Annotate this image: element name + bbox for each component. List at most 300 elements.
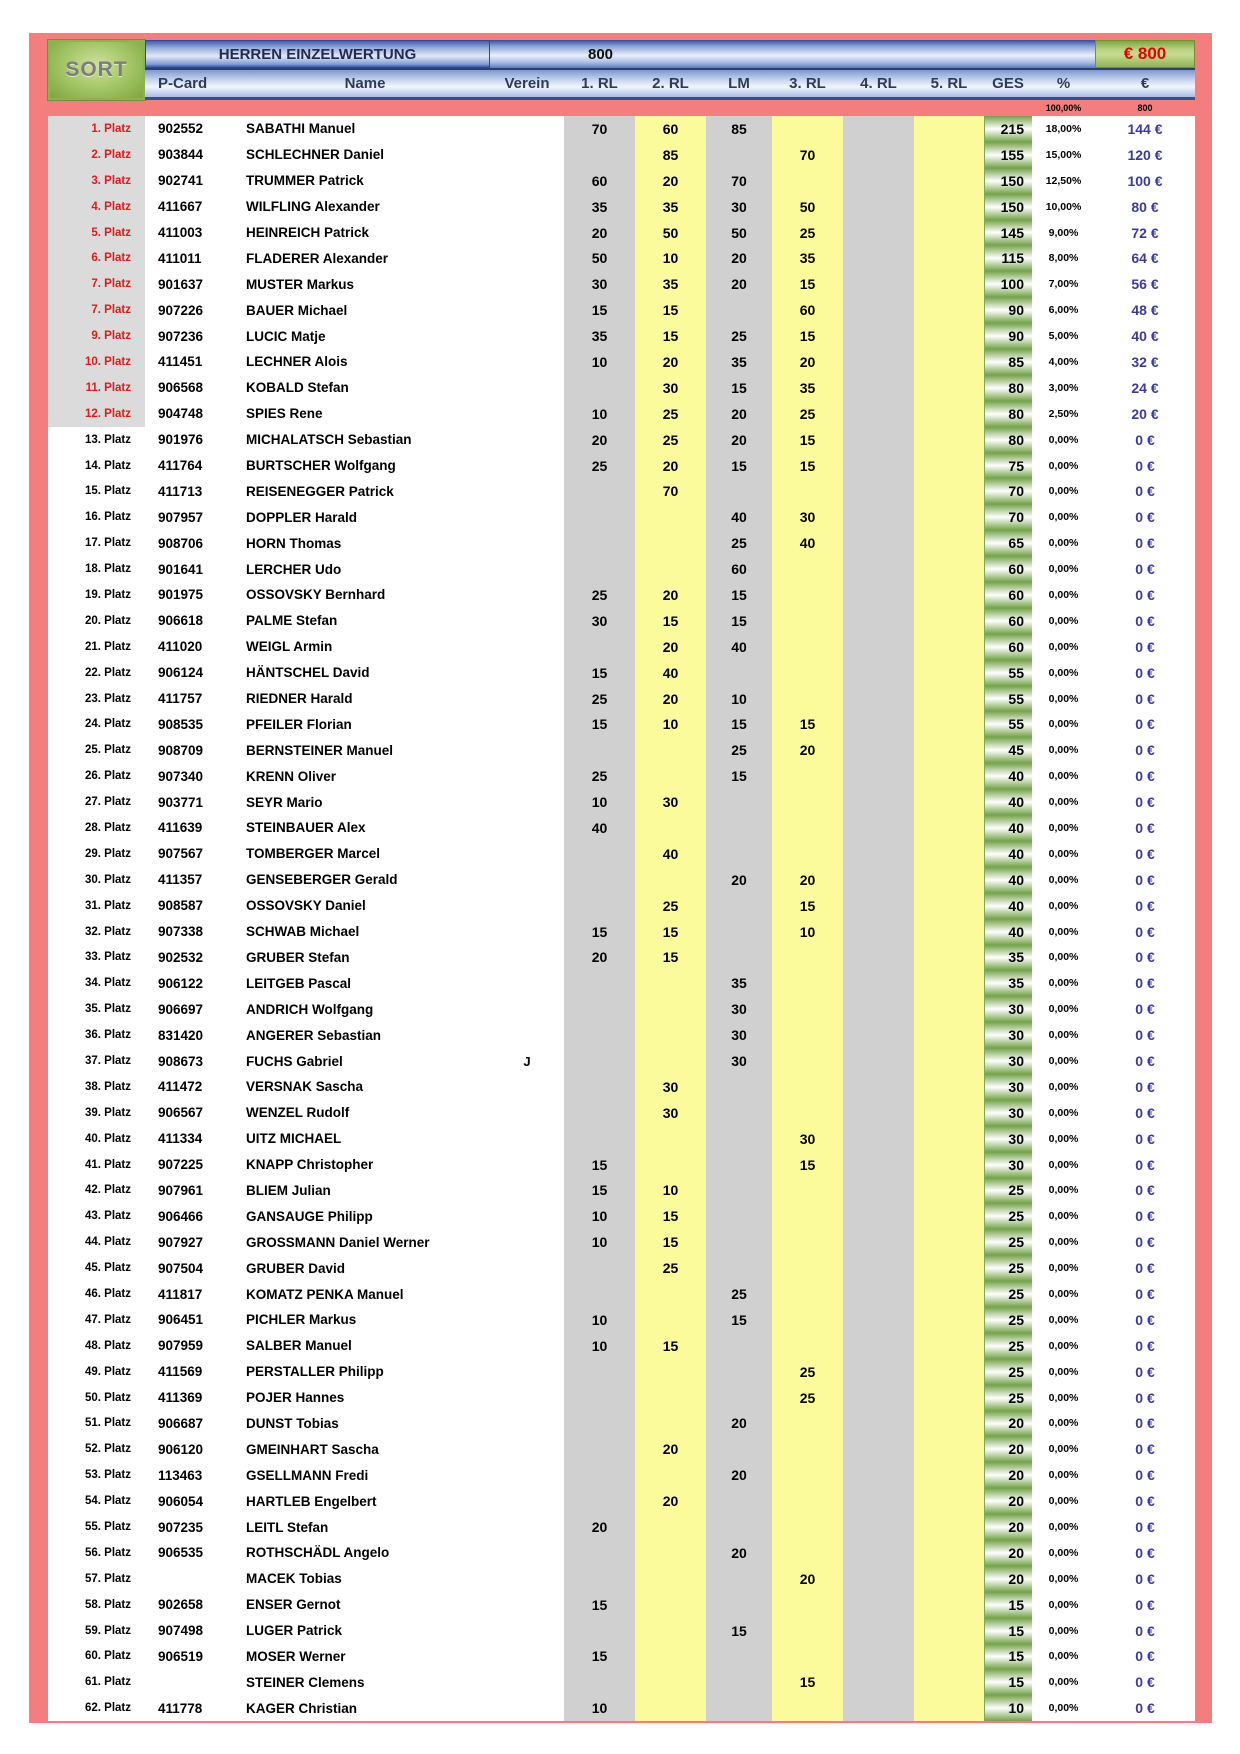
cell-pcard: 906519 <box>145 1644 240 1670</box>
prize-total-badge: € 800 <box>1095 40 1195 68</box>
cell-rl3 <box>772 1307 843 1333</box>
cell-pcard: 831420 <box>145 1022 240 1048</box>
cell-verein <box>490 1255 564 1281</box>
cell-rank: 15. Platz <box>48 478 145 504</box>
cell-pcard: 411764 <box>145 453 240 479</box>
cell-rl5 <box>914 1411 984 1437</box>
cell-name: FLADERER Alexander <box>240 245 490 271</box>
cell-lm <box>706 1359 772 1385</box>
cell-verein <box>490 763 564 789</box>
cell-rl3: 40 <box>772 530 843 556</box>
cell-rl2: 30 <box>635 1074 706 1100</box>
cell-lm: 15 <box>706 1307 772 1333</box>
cell-rl3 <box>772 1255 843 1281</box>
cell-pcard: 901637 <box>145 271 240 297</box>
cell-lm: 10 <box>706 686 772 712</box>
cell-rl4 <box>843 375 914 401</box>
cell-rl3 <box>772 1618 843 1644</box>
cell-rl1 <box>564 737 635 763</box>
cell-rl4 <box>843 1281 914 1307</box>
cell-rl2: 85 <box>635 142 706 168</box>
cell-rl4 <box>843 1385 914 1411</box>
table-row <box>48 1385 1195 1411</box>
col-header-rl3: 3. RL <box>789 75 826 92</box>
cell-pcard: 411451 <box>145 349 240 375</box>
cell-rl5 <box>914 1100 984 1126</box>
cell-ges: 15 <box>984 1618 1032 1644</box>
cell-verein <box>490 919 564 945</box>
cell-rl2 <box>635 1048 706 1074</box>
cell-rl3 <box>772 1436 843 1462</box>
cell-rl4 <box>843 478 914 504</box>
cell-lm <box>706 919 772 945</box>
cell-lm: 35 <box>706 970 772 996</box>
cell-rl4 <box>843 271 914 297</box>
cell-rl1: 30 <box>564 271 635 297</box>
cell-euro: 0 € <box>1095 1048 1195 1074</box>
cell-rl4 <box>843 660 914 686</box>
cell-ges: 10 <box>984 1695 1032 1721</box>
cell-rl2: 10 <box>635 711 706 737</box>
cell-verein <box>490 1644 564 1670</box>
cell-rank: 55. Platz <box>48 1514 145 1540</box>
cell-name: PICHLER Markus <box>240 1307 490 1333</box>
cell-verein <box>490 1618 564 1644</box>
cell-pcard: 901976 <box>145 427 240 453</box>
cell-pcard: 113463 <box>145 1462 240 1488</box>
cell-rank: 7. Platz <box>48 297 145 323</box>
header-bar <box>145 40 1195 100</box>
cell-lm <box>706 1669 772 1695</box>
cell-euro: 0 € <box>1095 1436 1195 1462</box>
cell-lm: 25 <box>706 737 772 763</box>
cell-ges: 45 <box>984 737 1032 763</box>
cell-name: SABATHI Manuel <box>240 116 490 142</box>
cell-lm: 85 <box>706 116 772 142</box>
cell-name: KRENN Oliver <box>240 763 490 789</box>
cell-rank: 54. Platz <box>48 1488 145 1514</box>
cell-ges: 30 <box>984 996 1032 1022</box>
cell-verein <box>490 1540 564 1566</box>
cell-rl4 <box>843 996 914 1022</box>
cell-percent: 0,00% <box>1032 1074 1095 1100</box>
cell-rl4 <box>843 919 914 945</box>
cell-verein <box>490 168 564 194</box>
cell-rl1: 10 <box>564 1307 635 1333</box>
table-row <box>48 1203 1195 1229</box>
cell-name: LUCIC Matje <box>240 323 490 349</box>
cell-rl2: 20 <box>635 582 706 608</box>
cell-ges: 70 <box>984 478 1032 504</box>
cell-rl4 <box>843 867 914 893</box>
cell-verein <box>490 711 564 737</box>
cell-percent: 2,50% <box>1032 401 1095 427</box>
cell-rl1 <box>564 1411 635 1437</box>
cell-euro: 32 € <box>1095 349 1195 375</box>
cell-rank: 7. Platz <box>48 271 145 297</box>
cell-rank: 39. Platz <box>48 1100 145 1126</box>
amount-total: 800 <box>1137 103 1153 113</box>
cell-ges: 80 <box>984 401 1032 427</box>
cell-rl4 <box>843 970 914 996</box>
cell-percent: 0,00% <box>1032 634 1095 660</box>
cell-pcard: 411639 <box>145 815 240 841</box>
cell-percent: 0,00% <box>1032 1152 1095 1178</box>
cell-name: GANSAUGE Philipp <box>240 1203 490 1229</box>
cell-rl5 <box>914 323 984 349</box>
cell-percent: 0,00% <box>1032 478 1095 504</box>
points-pool-value: 800 <box>587 45 614 63</box>
cell-percent: 0,00% <box>1032 1333 1095 1359</box>
cell-rl2 <box>635 1669 706 1695</box>
cell-percent: 0,00% <box>1032 945 1095 971</box>
cell-name: WILFLING Alexander <box>240 194 490 220</box>
cell-verein <box>490 1592 564 1618</box>
sort-button[interactable]: SORT <box>48 40 145 100</box>
table-row <box>48 789 1195 815</box>
cell-rl1 <box>564 970 635 996</box>
cell-lm: 30 <box>706 1048 772 1074</box>
cell-ges: 70 <box>984 504 1032 530</box>
table-row <box>48 401 1195 427</box>
cell-rl2: 30 <box>635 375 706 401</box>
cell-euro: 0 € <box>1095 453 1195 479</box>
col-header-ges: GES <box>992 75 1024 92</box>
cell-percent: 0,00% <box>1032 504 1095 530</box>
cell-euro: 0 € <box>1095 893 1195 919</box>
cell-rl3: 70 <box>772 142 843 168</box>
cell-rl4 <box>843 530 914 556</box>
cell-rl3 <box>772 945 843 971</box>
cell-lm <box>706 142 772 168</box>
cell-euro: 0 € <box>1095 867 1195 893</box>
cell-percent: 0,00% <box>1032 427 1095 453</box>
cell-rl5 <box>914 245 984 271</box>
cell-rl4 <box>843 686 914 712</box>
cell-percent: 0,00% <box>1032 1229 1095 1255</box>
cell-rank: 47. Platz <box>48 1307 145 1333</box>
cell-pcard: 907959 <box>145 1333 240 1359</box>
cell-rl1 <box>564 1669 635 1695</box>
cell-rank: 12. Platz <box>48 401 145 427</box>
cell-lm: 25 <box>706 530 772 556</box>
col-header-pcard: P-Card <box>158 75 208 92</box>
cell-lm <box>706 1514 772 1540</box>
cell-rl5 <box>914 711 984 737</box>
cell-name: STEINBAUER Alex <box>240 815 490 841</box>
cell-euro: 0 € <box>1095 504 1195 530</box>
cell-percent: 0,00% <box>1032 1462 1095 1488</box>
cell-rl1 <box>564 867 635 893</box>
cell-ges: 30 <box>984 1100 1032 1126</box>
cell-lm <box>706 1592 772 1618</box>
cell-rl2: 35 <box>635 194 706 220</box>
cell-rl5 <box>914 608 984 634</box>
cell-verein <box>490 634 564 660</box>
cell-rl3 <box>772 582 843 608</box>
cell-rl1: 25 <box>564 763 635 789</box>
cell-name: FUCHS Gabriel <box>240 1048 490 1074</box>
cell-percent: 0,00% <box>1032 608 1095 634</box>
cell-name: LECHNER Alois <box>240 349 490 375</box>
cell-pcard: 903844 <box>145 142 240 168</box>
table-row <box>48 1333 1195 1359</box>
cell-ges: 30 <box>984 1126 1032 1152</box>
cell-rl1 <box>564 1281 635 1307</box>
cell-rl5 <box>914 1669 984 1695</box>
cell-rl3 <box>772 478 843 504</box>
cell-lm <box>706 1074 772 1100</box>
cell-rl2: 70 <box>635 478 706 504</box>
cell-rl3 <box>772 1281 843 1307</box>
cell-pcard: 907236 <box>145 323 240 349</box>
cell-lm <box>706 1229 772 1255</box>
cell-name: ANGERER Sebastian <box>240 1022 490 1048</box>
table-row <box>48 1229 1195 1255</box>
cell-pcard: 411020 <box>145 634 240 660</box>
cell-percent: 0,00% <box>1032 556 1095 582</box>
cell-euro: 0 € <box>1095 919 1195 945</box>
cell-rl2 <box>635 1022 706 1048</box>
cell-lm: 15 <box>706 1618 772 1644</box>
cell-euro: 0 € <box>1095 841 1195 867</box>
cell-rank: 49. Platz <box>48 1359 145 1385</box>
cell-rank: 21. Platz <box>48 634 145 660</box>
cell-rl4 <box>843 453 914 479</box>
cell-euro: 0 € <box>1095 815 1195 841</box>
cell-name: WEIGL Armin <box>240 634 490 660</box>
cell-verein <box>490 1695 564 1721</box>
cell-rl2: 20 <box>635 1488 706 1514</box>
cell-euro: 0 € <box>1095 1100 1195 1126</box>
cell-rl4 <box>843 1074 914 1100</box>
cell-verein <box>490 530 564 556</box>
cell-name: GENSEBERGER Gerald <box>240 867 490 893</box>
cell-rl5 <box>914 1178 984 1204</box>
cell-ges: 20 <box>984 1462 1032 1488</box>
cell-euro: 0 € <box>1095 1203 1195 1229</box>
cell-rank: 3. Platz <box>48 168 145 194</box>
cell-rl4 <box>843 1178 914 1204</box>
cell-euro: 0 € <box>1095 711 1195 737</box>
cell-rl2: 20 <box>635 349 706 375</box>
table-row <box>48 220 1195 246</box>
cell-euro: 0 € <box>1095 1385 1195 1411</box>
cell-ges: 25 <box>984 1307 1032 1333</box>
cell-rank: 24. Platz <box>48 711 145 737</box>
cell-rl1: 10 <box>564 401 635 427</box>
cell-ges: 25 <box>984 1385 1032 1411</box>
cell-rl5 <box>914 763 984 789</box>
cell-rl5 <box>914 1203 984 1229</box>
cell-name: KOMATZ PENKA Manuel <box>240 1281 490 1307</box>
cell-rl5 <box>914 919 984 945</box>
cell-rl2: 40 <box>635 841 706 867</box>
cell-rl5 <box>914 1436 984 1462</box>
cell-rl4 <box>843 1540 914 1566</box>
cell-rl2 <box>635 1359 706 1385</box>
table-row <box>48 1411 1195 1437</box>
cell-ges: 30 <box>984 1074 1032 1100</box>
cell-lm <box>706 1178 772 1204</box>
cell-euro: 0 € <box>1095 1411 1195 1437</box>
cell-verein <box>490 1333 564 1359</box>
cell-rl2 <box>635 815 706 841</box>
cell-euro: 0 € <box>1095 1022 1195 1048</box>
cell-verein <box>490 1022 564 1048</box>
cell-rl2 <box>635 867 706 893</box>
cell-rl1: 10 <box>564 1203 635 1229</box>
cell-rank: 52. Platz <box>48 1436 145 1462</box>
cell-pcard: 902658 <box>145 1592 240 1618</box>
cell-rl1: 25 <box>564 582 635 608</box>
results-rows <box>48 116 1195 1721</box>
cell-rank: 1. Platz <box>48 116 145 142</box>
cell-rl5 <box>914 271 984 297</box>
cell-rl4 <box>843 1333 914 1359</box>
cell-verein <box>490 945 564 971</box>
cell-rl5 <box>914 996 984 1022</box>
col-header-rl4: 4. RL <box>860 75 897 92</box>
cell-rl1 <box>564 1540 635 1566</box>
cell-rl4 <box>843 1255 914 1281</box>
cell-name: PALME Stefan <box>240 608 490 634</box>
cell-name: KAGER Christian <box>240 1695 490 1721</box>
cell-ges: 75 <box>984 453 1032 479</box>
cell-lm <box>706 815 772 841</box>
cell-euro: 0 € <box>1095 737 1195 763</box>
cell-verein <box>490 1126 564 1152</box>
cell-ges: 30 <box>984 1152 1032 1178</box>
cell-verein <box>490 1178 564 1204</box>
cell-euro: 0 € <box>1095 1514 1195 1540</box>
cell-rl5 <box>914 893 984 919</box>
cell-lm <box>706 841 772 867</box>
cell-percent: 0,00% <box>1032 763 1095 789</box>
table-row <box>48 815 1195 841</box>
cell-verein <box>490 1411 564 1437</box>
cell-rl2: 60 <box>635 116 706 142</box>
cell-percent: 0,00% <box>1032 1385 1095 1411</box>
table-row <box>48 970 1195 996</box>
cell-lm <box>706 297 772 323</box>
cell-rank: 22. Platz <box>48 660 145 686</box>
cell-rl2 <box>635 970 706 996</box>
cell-rl3: 15 <box>772 271 843 297</box>
cell-percent: 0,00% <box>1032 1540 1095 1566</box>
cell-rl1 <box>564 1436 635 1462</box>
cell-percent: 9,00% <box>1032 220 1095 246</box>
cell-lm <box>706 1488 772 1514</box>
cell-name: SALBER Manuel <box>240 1333 490 1359</box>
cell-rl1: 10 <box>564 1695 635 1721</box>
cell-ges: 25 <box>984 1255 1032 1281</box>
cell-rl2 <box>635 1462 706 1488</box>
cell-rl5 <box>914 1488 984 1514</box>
cell-lm <box>706 945 772 971</box>
col-header-euro: € <box>1140 75 1150 92</box>
cell-ges: 65 <box>984 530 1032 556</box>
cell-euro: 120 € <box>1095 142 1195 168</box>
cell-rl5 <box>914 556 984 582</box>
cell-percent: 0,00% <box>1032 893 1095 919</box>
cell-rl2 <box>635 1618 706 1644</box>
col-header-lm: LM <box>728 75 750 92</box>
cell-rl5 <box>914 1514 984 1540</box>
cell-pcard: 906124 <box>145 660 240 686</box>
cell-lm <box>706 1333 772 1359</box>
cell-rl2 <box>635 1566 706 1592</box>
cell-pcard: 902532 <box>145 945 240 971</box>
cell-rl3 <box>772 116 843 142</box>
cell-pcard: 901641 <box>145 556 240 582</box>
cell-rank: 57. Platz <box>48 1566 145 1592</box>
cell-rl4 <box>843 297 914 323</box>
cell-rl4 <box>843 945 914 971</box>
cell-percent: 6,00% <box>1032 297 1095 323</box>
cell-rl5 <box>914 1566 984 1592</box>
table-row <box>48 194 1195 220</box>
cell-rl2: 40 <box>635 660 706 686</box>
cell-rl4 <box>843 504 914 530</box>
cell-rl5 <box>914 970 984 996</box>
cell-rl2 <box>635 763 706 789</box>
cell-rank: 36. Platz <box>48 1022 145 1048</box>
cell-rl2 <box>635 1540 706 1566</box>
cell-rl2: 15 <box>635 1333 706 1359</box>
cell-rl3 <box>772 815 843 841</box>
cell-percent: 0,00% <box>1032 996 1095 1022</box>
cell-rl5 <box>914 1385 984 1411</box>
cell-verein <box>490 220 564 246</box>
cell-pcard: 908587 <box>145 893 240 919</box>
cell-rl4 <box>843 168 914 194</box>
table-row <box>48 1514 1195 1540</box>
cell-name: MACEK Tobias <box>240 1566 490 1592</box>
cell-rl2 <box>635 1281 706 1307</box>
table-row <box>48 608 1195 634</box>
cell-rl5 <box>914 789 984 815</box>
table-row <box>48 763 1195 789</box>
cell-rank: 33. Platz <box>48 945 145 971</box>
cell-ges: 60 <box>984 608 1032 634</box>
col-header-rl5: 5. RL <box>930 75 968 92</box>
cell-rl4 <box>843 1436 914 1462</box>
cell-ges: 40 <box>984 893 1032 919</box>
cell-ges: 145 <box>984 220 1032 246</box>
cell-ges: 85 <box>984 349 1032 375</box>
table-row <box>48 893 1195 919</box>
cell-euro: 100 € <box>1095 168 1195 194</box>
cell-name: GMEINHART Sascha <box>240 1436 490 1462</box>
cell-ges: 35 <box>984 945 1032 971</box>
cell-lm <box>706 1100 772 1126</box>
cell-name: SPIES Rene <box>240 401 490 427</box>
cell-lm: 60 <box>706 556 772 582</box>
cell-pcard: 411472 <box>145 1074 240 1100</box>
cell-euro: 48 € <box>1095 297 1195 323</box>
cell-rank: 51. Platz <box>48 1411 145 1437</box>
cell-pcard: 906120 <box>145 1436 240 1462</box>
cell-rl5 <box>914 1074 984 1100</box>
cell-rl4 <box>843 634 914 660</box>
cell-ges: 90 <box>984 297 1032 323</box>
cell-percent: 0,00% <box>1032 1618 1095 1644</box>
cell-name: GRUBER David <box>240 1255 490 1281</box>
cell-pcard: 902552 <box>145 116 240 142</box>
cell-pcard: 411369 <box>145 1385 240 1411</box>
cell-rl3: 25 <box>772 1359 843 1385</box>
